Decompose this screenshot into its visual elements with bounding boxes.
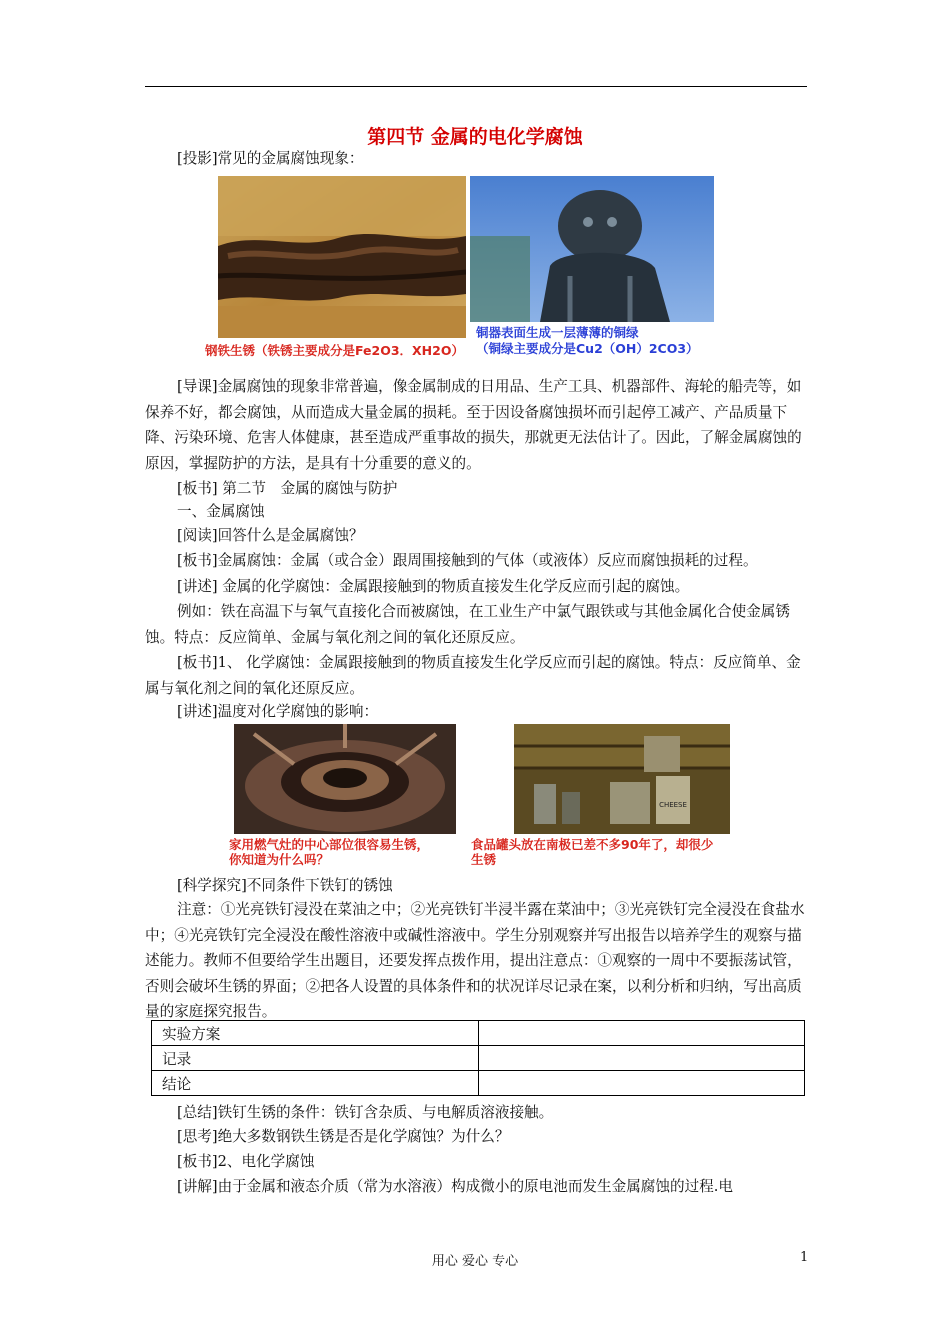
page-title: 第四节 金属的电化学腐蚀 (367, 126, 583, 148)
para-science: [科学探究]不同条件下铁钉的锈蚀 (177, 877, 393, 894)
para-board-2: [板书]金属腐蚀：金属（或合金）跟周围接触到的气体（或液体）反应而腐蚀损耗的过程。 (177, 552, 758, 569)
cheese-can-label: CHEESE (659, 801, 687, 809)
para-note: 注意：①光亮铁钉浸没在菜油之中；②光亮铁钉半浸半露在菜油中；③光亮铁钉完全浸没在食盐水中；④光亮铁钉完全浸没在酸性溶液中或碱性溶液中。学生分别观察并写出报告以培养学生的观察与描述能力。教师不但要给学生出题目，还要发挥点拨作用，提出注意点：①观察的一周中不要振荡试管，否则会破坏生锈的界面；②把各人设置的具体条件和的状况详尽记录在案，以利分析和归纳，写出高质量的家庭探究报告。 (145, 901, 805, 1020)
para-lecture-2: [讲述]温度对化学腐蚀的影响： (177, 703, 379, 720)
table-cell-label: 记录 (152, 1046, 479, 1071)
header-rule (145, 86, 807, 87)
para-section-1: 一、金属腐蚀 (177, 503, 265, 520)
rusted-steel-caption: 钢铁生锈（铁锈主要成分是Fe2O3．XH2O） (205, 343, 464, 358)
table-cell-label: 结论 (152, 1071, 479, 1096)
gas-stove-caption: 家用燃气灶的中心部位很容易生锈， 你知道为什么吗？ (229, 837, 430, 867)
footer-text: 用心 爱心 专心 (431, 1254, 519, 1269)
experiment-table (151, 1020, 805, 1096)
rusted-steel-photo (218, 176, 466, 338)
bronze-lion-photo (470, 176, 714, 322)
food-cans-caption: 食品罐头放在南极已差不多90年了，却很少 生锈 (471, 837, 714, 867)
table-cell-label: 实验方案 (152, 1021, 479, 1046)
para-explain: [讲解]由于金属和液态介质（常为水溶液）构成微小的原电池而发生金属腐蚀的过程.电 (177, 1178, 733, 1195)
para-summary: [总结]铁钉生锈的条件：铁钉含杂质、与电解质溶液接触。 (177, 1104, 554, 1121)
bronze-caption-line1: 铜器表面生成一层薄薄的铜绿 (476, 325, 639, 340)
para-lecture-1: [讲述] 金属的化学腐蚀：金属跟接触到的物质直接发生化学反应而引起的腐蚀。 (177, 578, 690, 595)
gas-stove-photo (234, 724, 456, 834)
table-row (152, 1071, 805, 1096)
para-read: [阅读]回答什么是金属腐蚀？ (177, 527, 364, 544)
para-projection: [投影]常见的金属腐蚀现象： (177, 150, 364, 167)
table-row (152, 1046, 805, 1071)
table-cell-value (479, 1046, 805, 1071)
food-cans-photo (514, 724, 730, 834)
bronze-caption-line2: （铜绿主要成分是Cu2（OH）2CO3） (476, 341, 699, 356)
para-board-4: [板书]2、电化学腐蚀 (177, 1153, 315, 1170)
page-number: 1 (800, 1250, 809, 1265)
para-board-3: [板书]1、 化学腐蚀：金属跟接触到的物质直接发生化学反应而引起的腐蚀。特点：反应简单、金属与氧化剂之间的氧化还原反应。 (145, 654, 801, 697)
table-row (152, 1021, 805, 1046)
table-cell-value (479, 1021, 805, 1046)
para-board-1: [板书] 第二节 金属的腐蚀与防护 (177, 480, 398, 497)
para-think: [思考]绝大多数钢铁生锈是否是化学腐蚀？为什么？ (177, 1128, 510, 1145)
table-cell-value (479, 1071, 805, 1096)
para-intro: [导课]金属腐蚀的现象非常普遍，像金属制成的日用品、生产工具、机器部件、海轮的船壳等，如保养不好，都会腐蚀，从而造成大量金属的损耗。至于因设备腐蚀损坏而引起停工减产、产品质量下降、污染环境、危害人体健康，甚至造成严重事故的损失，那就更无法估计了。因此，了解金属腐蚀的原因，掌握防护的方法，是具有十分重要的意义的。 (145, 378, 802, 472)
para-example: 例如：铁在高温下与氧气直接化合而被腐蚀，在工业生产中氯气跟铁或与其他金属化合使金属锈蚀。特点：反应简单、金属与氧化剂之间的氧化还原反应。 (145, 603, 790, 646)
